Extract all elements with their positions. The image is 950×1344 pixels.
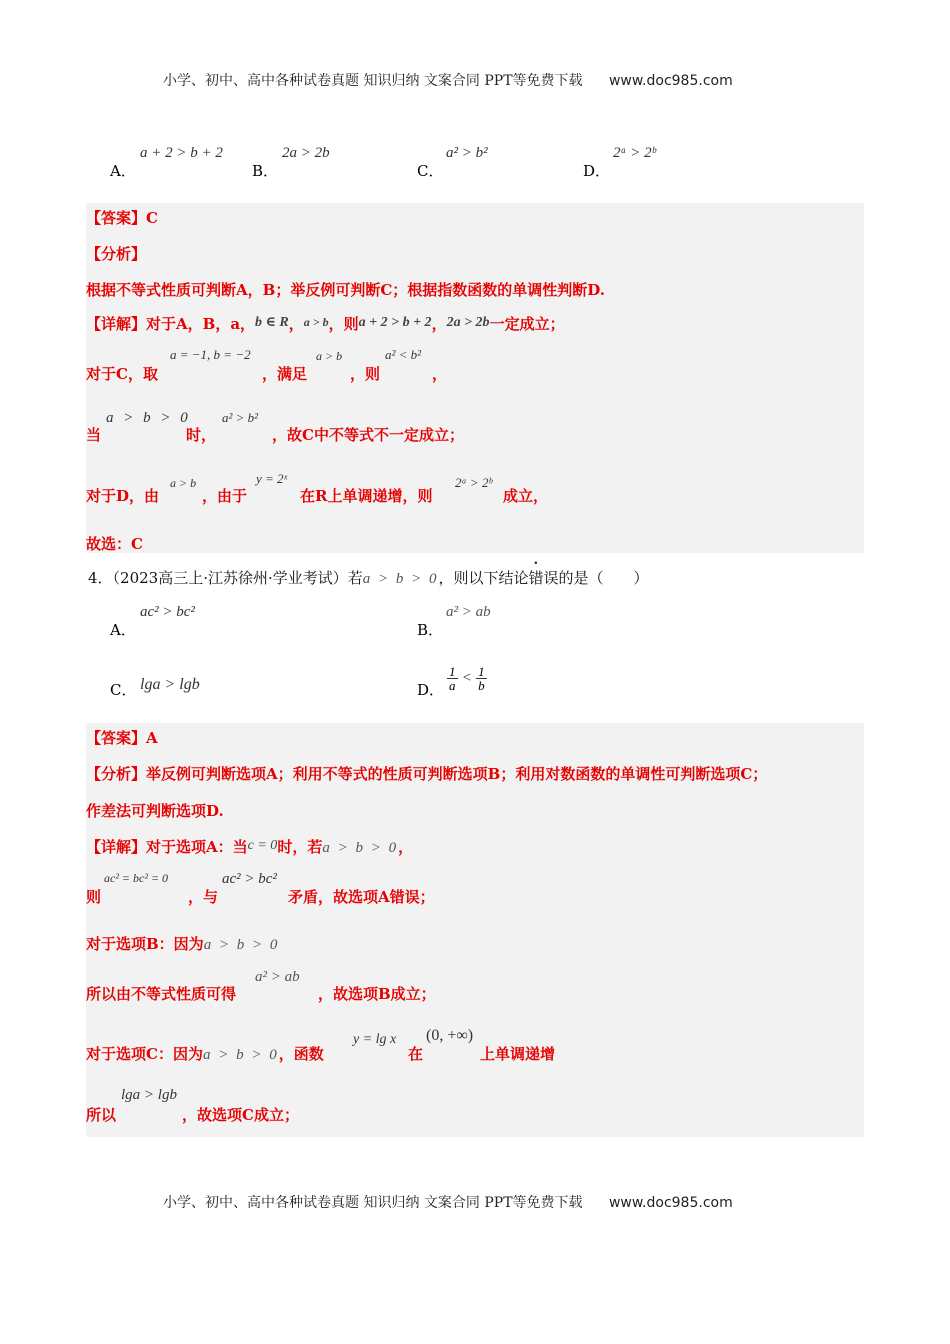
- q4-option-a-expr: ac² > bc²: [140, 604, 195, 620]
- q3-option-d-detail-end: 成立，: [503, 487, 549, 505]
- q4-option-c-detail-m2: y = lg x: [353, 1032, 397, 1047]
- q3-analysis-text: 根据不等式性质可判断A，B；举反例可判断C；根据指数函数的单调性判断D.: [86, 281, 605, 299]
- q3-when-m2: a² > b²: [222, 410, 259, 425]
- q3-option-c-detail-prefix: 对于C，取: [86, 365, 158, 383]
- q4-option-b: B．: [417, 621, 444, 639]
- q4-option-c-detail: 对于选项C：因为a > b > 0，函数: [86, 1045, 324, 1063]
- q4-option-c-detail-2-prefix: 所以: [86, 1106, 117, 1124]
- q3-when-m1: a > b > 0: [106, 410, 191, 426]
- header-site-link[interactable]: www.doc985.com: [608, 73, 733, 89]
- q4-option-d: D．: [417, 681, 445, 699]
- q4-then-m2: ac² > bc²: [222, 871, 277, 887]
- q3-option-c-detail-end: ，: [432, 365, 448, 383]
- q4-answer: 【答案】A: [86, 729, 158, 747]
- q3-option-c-detail-m2: a > b: [316, 349, 343, 363]
- q3-when-end: ，故C中不等式不一定成立；: [272, 426, 464, 444]
- footer-text: 小学、初中、高中各种试卷真题 知识归纳 文案合同 PPT等免费下载: [163, 1195, 583, 1211]
- q4-then-end: 矛盾，故选项A错误；: [288, 888, 435, 906]
- q4-option-c-detail-m3: (0, +∞): [426, 1027, 474, 1044]
- q4-option-d-expr: $\frac{1}{a}$ < $\frac{1}{b}$: [449, 664, 485, 693]
- q3-option-d: D．: [583, 162, 611, 180]
- q4-option-c-detail-2-end: ，故选项C成立；: [182, 1106, 299, 1124]
- q4-solution-box: [86, 723, 864, 1137]
- q4-option-b-detail-2: 所以由不等式性质可得: [86, 985, 237, 1003]
- q3-option-a-expr: a + 2 > b + 2: [140, 145, 223, 161]
- q4-option-c: C．: [110, 681, 137, 699]
- q4-option-b-detail: 对于选项B：因为a > b > 0: [86, 935, 280, 953]
- q4-then-mid: ，与: [188, 888, 219, 906]
- q3-option-c: C．: [417, 162, 444, 180]
- q4-option-a: A．: [110, 621, 136, 639]
- q4-stem: 4．（2023高三上·江苏徐州·学业考试）若a > b > 0，则以下结论错误的是（ ）: [88, 569, 649, 587]
- q3-answer: 【答案】C: [86, 209, 158, 227]
- q4-analysis-line2: 作差法可判断选项D.: [86, 802, 224, 820]
- q3-option-c-expr: a² > b²: [446, 145, 488, 161]
- q3-option-c-detail-mid2: ，则: [350, 365, 381, 383]
- q3-option-c-detail-mid: ，满足: [262, 365, 308, 383]
- q3-option-d-detail-mid: ，由于: [202, 487, 248, 505]
- q4-detail-line: 【详解】对于选项A：当c = 0时，若a > b > 0，: [86, 838, 414, 856]
- q3-option-c-detail-m1: a = −1, b = −2: [170, 347, 251, 362]
- q3-option-a: A．: [110, 162, 136, 180]
- header-text: 小学、初中、高中各种试卷真题 知识归纳 文案合同 PPT等免费下载: [163, 73, 583, 89]
- q3-option-d-detail-m2: y = 2ˣ: [256, 471, 288, 486]
- q3-option-b-expr: 2a > 2b: [282, 145, 330, 161]
- q3-option-c-detail-m3: a² < b²: [385, 347, 422, 362]
- page-header: [163, 70, 733, 90]
- q4-analysis-line1: 【分析】举反例可判断选项A；利用不等式的性质可判断选项B；利用对数函数的单调性可判断选项C；: [86, 765, 768, 783]
- q4-option-c-detail-2-m1: lga > lgb: [121, 1087, 177, 1103]
- q4-option-c-detail-mid2: 在: [408, 1045, 424, 1063]
- q3-option-d-detail-m3: 2ᵃ > 2ᵇ: [455, 475, 492, 490]
- footer-site-link[interactable]: www.doc985.com: [608, 1195, 733, 1211]
- q4-option-b-detail-2-end: ，故选项B成立；: [318, 985, 436, 1003]
- q3-option-d-detail-prefix: 对于D，由: [86, 487, 160, 505]
- q3-option-d-detail-m1: a > b: [170, 476, 197, 490]
- q3-detail-line: 【详解】对于A，B，a，b ∈ R，$^{a > b}$，则a + 2 > b + 2，2a > 2b一定成立；: [86, 315, 565, 333]
- q4-then-m1: ac² = bc² = 0: [104, 871, 169, 885]
- q4-stem-emphasis: 错误: [528, 569, 559, 587]
- q3-when-line: 当: [86, 426, 102, 444]
- q4-option-c-expr: lga > lgb: [140, 676, 200, 693]
- q4-option-b-expr: a² > ab: [446, 604, 491, 620]
- q3-option-b: B．: [252, 162, 279, 180]
- q3-option-d-expr: 2ᵃ > 2ᵇ: [613, 145, 656, 161]
- q3-option-d-detail-mid2: 在R上单调递增，则: [300, 487, 433, 505]
- q4-then-prefix: 则: [86, 888, 102, 906]
- q3-final-answer: 故选：C: [86, 535, 143, 553]
- q4-option-c-detail-end: 上单调递增: [480, 1045, 556, 1063]
- q4-option-b-detail-2-m1: a² > ab: [255, 969, 300, 985]
- page-footer: [163, 1192, 733, 1212]
- q3-analysis-title: 【分析】: [86, 245, 147, 263]
- q3-when-mid: 时，: [186, 426, 217, 444]
